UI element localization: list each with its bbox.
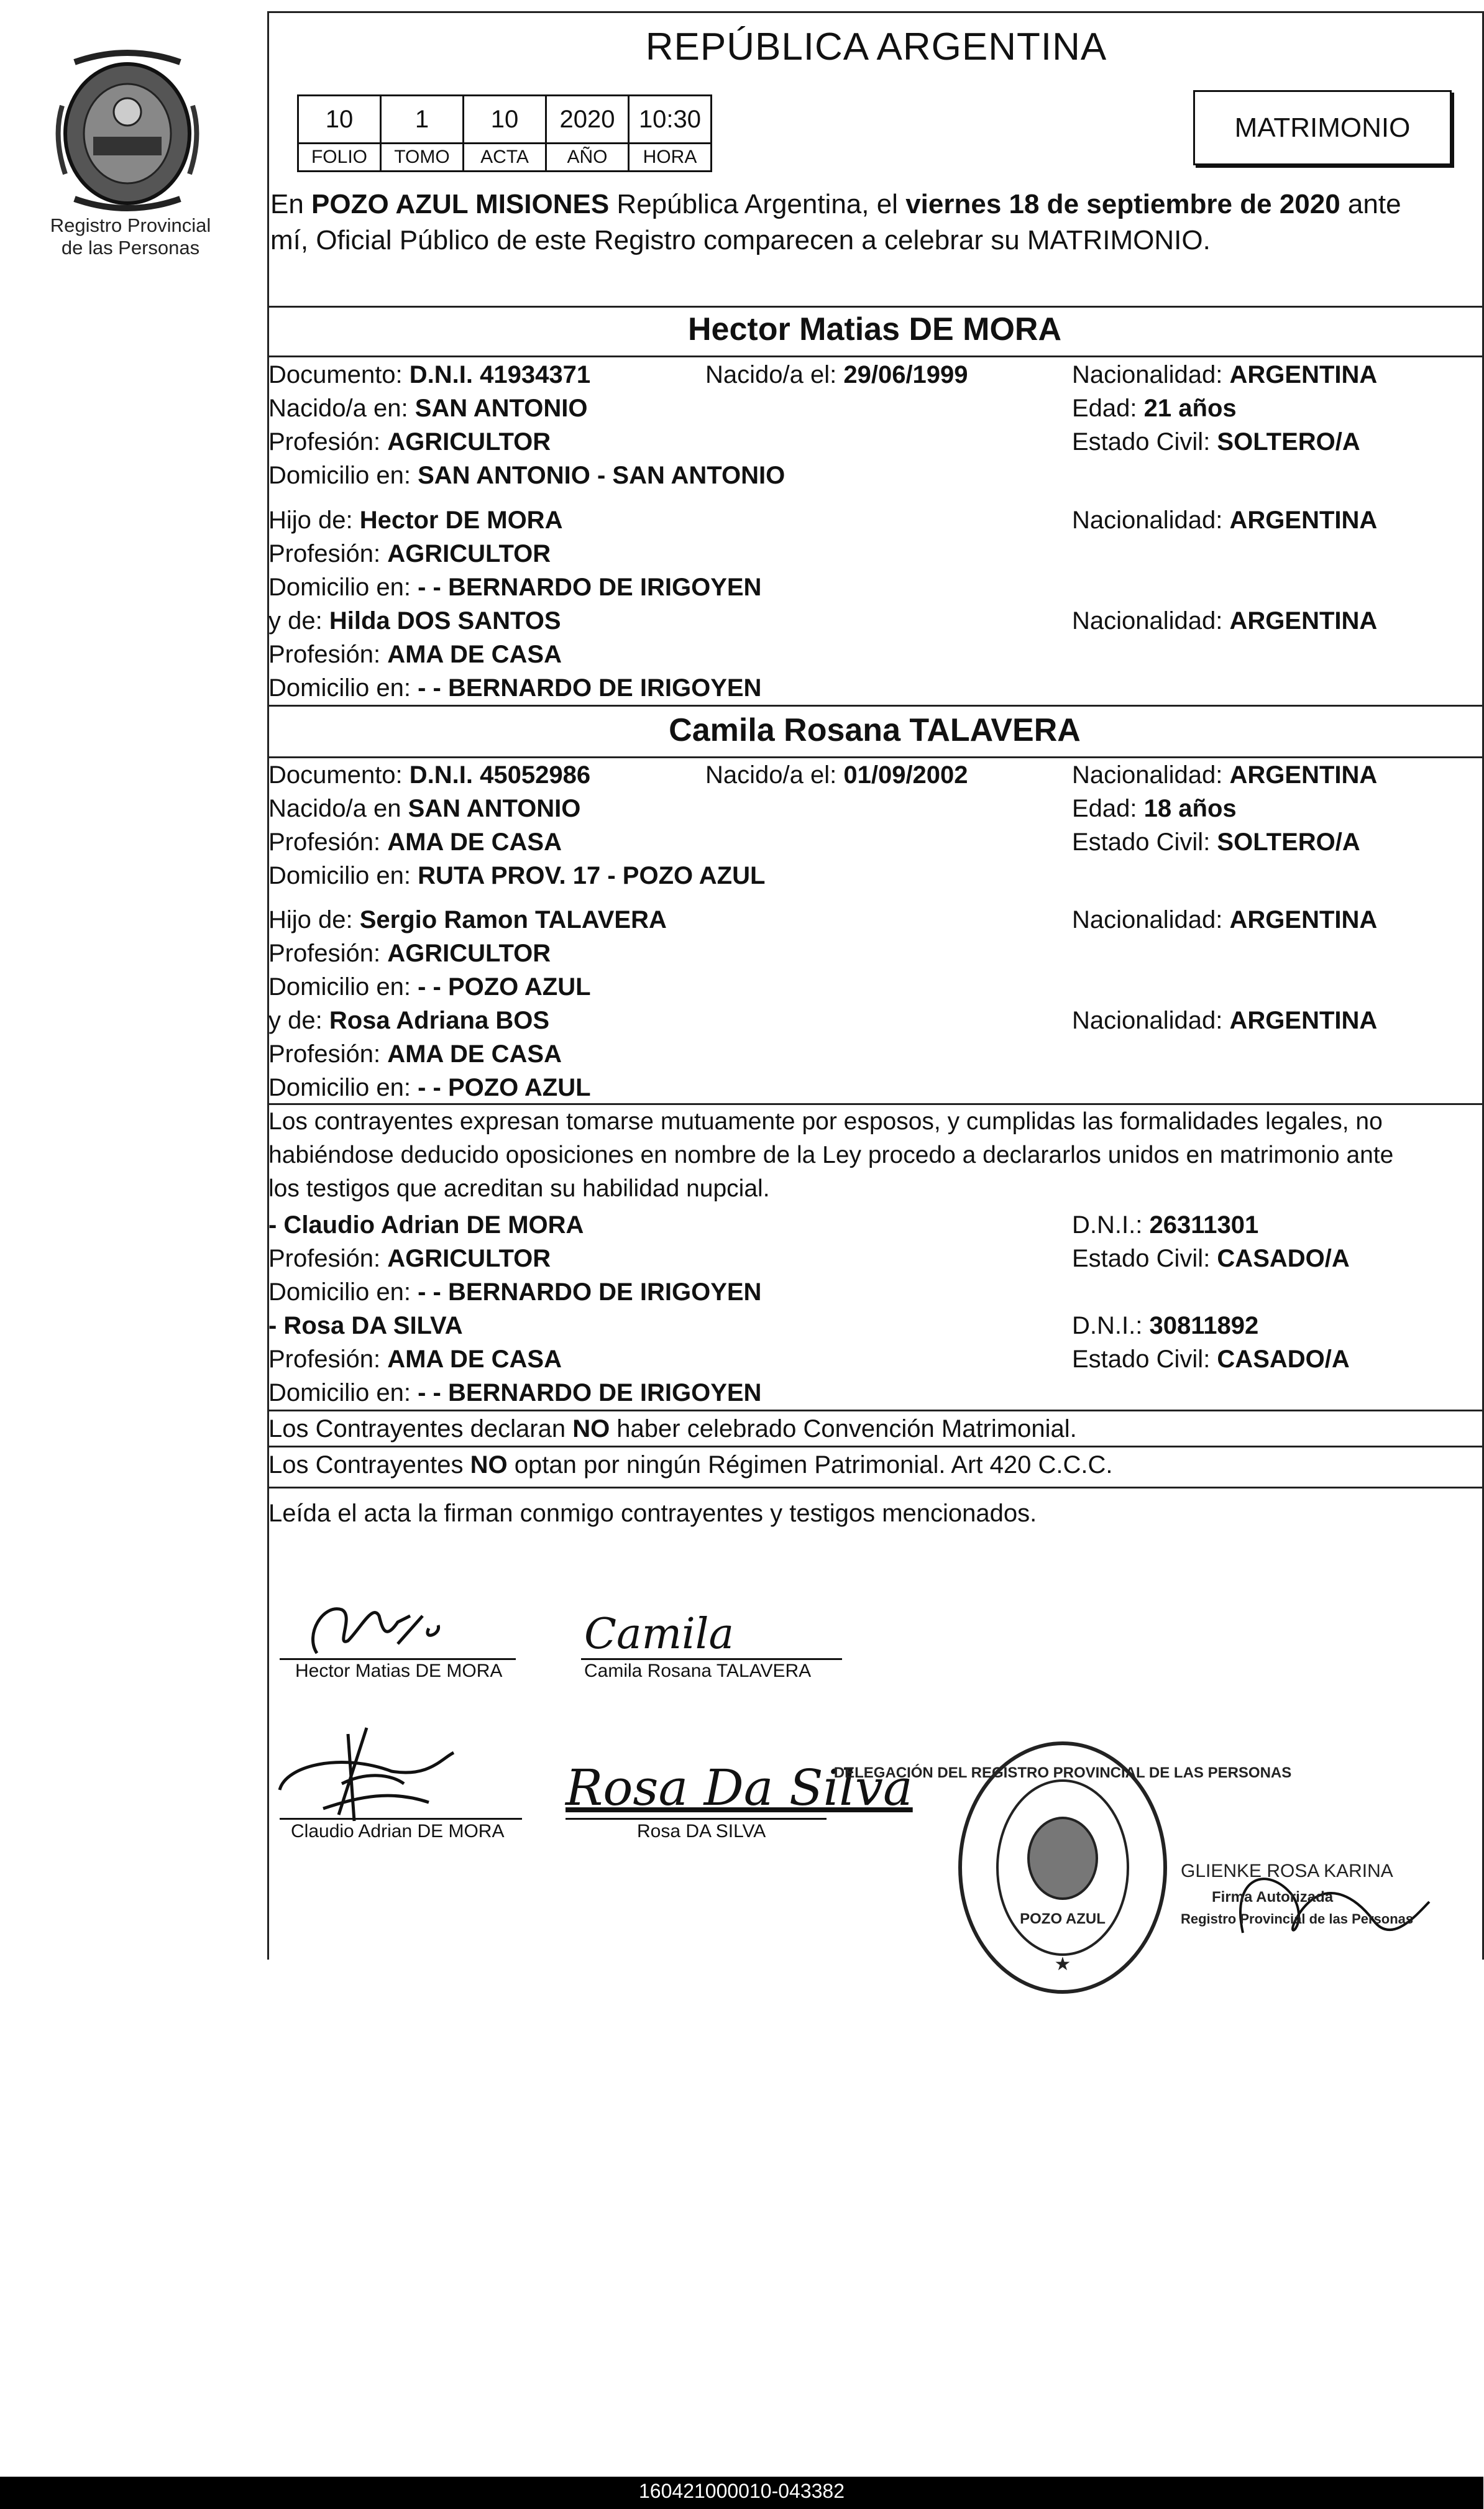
label: Nacido/a en — [268, 795, 408, 822]
value: 30811892 — [1149, 1312, 1259, 1339]
signature-line — [280, 1818, 522, 1820]
witness2-civil-status — [1072, 1344, 1350, 1375]
value: - - BERNARDO DE IRIGOYEN — [418, 1278, 762, 1306]
value: 18 años — [1143, 795, 1237, 822]
divider — [267, 1487, 1482, 1488]
value: SAN ANTONIO — [408, 795, 581, 822]
label: Profesión: — [268, 1040, 388, 1068]
value: D.N.I. 41934371 — [409, 361, 591, 388]
value: Hilda DOS SANTOS — [329, 607, 561, 635]
value: ARGENTINA — [1229, 607, 1378, 635]
label: Estado Civil: — [1072, 428, 1217, 456]
divider — [267, 1446, 1482, 1447]
value: 21 años — [1143, 395, 1237, 422]
logo-caption — [25, 214, 236, 259]
label: Hijo de: — [268, 507, 360, 534]
registry-table — [297, 94, 712, 172]
document-type: MATRIMONIO — [1234, 112, 1411, 143]
spouse1-age — [1072, 393, 1237, 424]
value: SOLTERO/A — [1217, 428, 1360, 456]
label: Domicilio en: — [268, 1074, 418, 1101]
spouse2-birthplace — [268, 793, 580, 824]
spouse2-mother-profession — [268, 1039, 562, 1070]
acta-value: 10 — [464, 96, 546, 144]
value: AMA DE CASA — [387, 1346, 562, 1373]
divider — [267, 306, 1482, 308]
value: CASADO/A — [1217, 1245, 1350, 1272]
spouse2-birthdate — [705, 759, 968, 791]
label: D.N.I.: — [1072, 1312, 1150, 1339]
value: AMA DE CASA — [387, 828, 562, 856]
label: Nacido/a el: — [705, 361, 844, 388]
witness2-profession — [268, 1344, 562, 1375]
label: Nacionalidad: — [1072, 761, 1230, 789]
label: Domicilio en: — [268, 862, 418, 889]
spouse2-father — [268, 904, 667, 935]
anio-value: 2020 — [546, 96, 629, 144]
intro-line2: mí, Oficial Público de este Registro comparecen a celebrar su MATRIMONIO. — [270, 225, 1211, 255]
label: Nacionalidad: — [1072, 906, 1230, 933]
logo-caption-line1: Registro Provincial — [50, 214, 211, 236]
declaration-line2: habiéndose deducido oposiciones en nombre de la Ley procedo a declararlos unidos en matrimonio ante — [268, 1142, 1394, 1168]
spouse1-address — [268, 460, 785, 491]
divider — [267, 756, 1482, 758]
label: Profesión: — [268, 540, 388, 567]
value: - - BERNARDO DE IRIGOYEN — [418, 574, 762, 601]
acta-label: ACTA — [464, 144, 546, 172]
spouse2-profession — [268, 827, 562, 858]
spouse1-name: Hector Matias DE MORA — [688, 311, 1061, 347]
signature-line — [581, 1658, 842, 1660]
value: - Rosa DA SILVA — [268, 1312, 463, 1339]
spouse2-age — [1072, 793, 1237, 824]
witness1-civil-status — [1072, 1243, 1350, 1274]
spouse1-father-nationality — [1072, 505, 1377, 536]
intro-paragraph — [270, 186, 1476, 259]
label: Nacionalidad: — [1072, 507, 1230, 534]
folio-value: 10 — [298, 96, 381, 144]
convention-line1 — [268, 1413, 1077, 1444]
spouse2-mother-address — [268, 1072, 591, 1103]
value: - - POZO AZUL — [418, 973, 591, 1001]
signature-name-rosa: Rosa DA SILVA — [637, 1821, 766, 1842]
spouse1-mother-address — [268, 672, 761, 704]
value: - - POZO AZUL — [418, 1074, 591, 1101]
value: 29/06/1999 — [843, 361, 968, 388]
value: NO — [572, 1415, 610, 1443]
spouse1-father-address — [268, 572, 761, 603]
officer-title: Firma Autorizada — [1212, 1889, 1334, 1906]
label: Nacionalidad: — [1072, 1007, 1230, 1034]
footer-barcode-text: 160421000010-043382 — [639, 2480, 845, 2502]
label: Estado Civil: — [1072, 828, 1217, 856]
intro-date: viernes 18 de septiembre de 2020 — [905, 189, 1340, 219]
convention-line2 — [268, 1449, 1113, 1480]
intro-text: En — [270, 189, 312, 219]
witness1-profession — [268, 1243, 551, 1274]
hora-label: HORA — [629, 144, 712, 172]
spouse2-father-profession — [268, 938, 551, 969]
signature-hector-image — [280, 1591, 516, 1659]
declaration-line1: Los contrayentes expresan tomarse mutuamente por esposos, y cumplidas las formalidades legales, no — [268, 1108, 1383, 1135]
spouse2-name: Camila Rosana TALAVERA — [669, 712, 1081, 748]
witness1-address — [268, 1277, 761, 1308]
declaration-line3: los testigos que acreditan su habilidad nupcial. — [268, 1175, 770, 1202]
spouse1-father-profession — [268, 538, 551, 569]
label: Profesión: — [268, 1245, 388, 1272]
label: Domicilio en: — [268, 973, 418, 1001]
divider — [267, 1410, 1482, 1411]
signature-name-hector: Hector Matias DE MORA — [295, 1661, 503, 1681]
spouse1-profession — [268, 426, 551, 457]
label: Profesión: — [268, 940, 388, 967]
value: AMA DE CASA — [387, 1040, 562, 1068]
value: ARGENTINA — [1229, 906, 1378, 933]
value: Hector DE MORA — [359, 507, 563, 534]
intro-line1 — [270, 186, 1476, 222]
label: Documento: — [268, 361, 410, 388]
folio-label: FOLIO — [298, 144, 381, 172]
label: Domicilio en: — [268, 674, 418, 702]
value: AGRICULTOR — [387, 940, 551, 967]
spouse2-civil-status — [1072, 827, 1360, 858]
value: 26311301 — [1149, 1211, 1259, 1239]
label: y de: — [268, 607, 329, 635]
intro-place: POZO AZUL MISIONES — [311, 189, 610, 219]
value: CASADO/A — [1217, 1346, 1350, 1373]
label: Edad: — [1072, 395, 1144, 422]
spouse2-document — [268, 759, 590, 791]
value: ARGENTINA — [1229, 761, 1378, 789]
value: AMA DE CASA — [387, 641, 562, 668]
text: Los Contrayentes declaran — [268, 1415, 573, 1443]
spouse1-mother-nationality — [1072, 605, 1377, 636]
label: Profesión: — [268, 641, 388, 668]
signature-line — [566, 1818, 827, 1820]
spouse1-mother-profession — [268, 639, 562, 670]
divider — [267, 1103, 1482, 1105]
anio-label: AÑO — [546, 144, 629, 172]
spouse1-birthplace — [268, 393, 588, 424]
spouse1-nationality — [1072, 359, 1377, 390]
spouse2-nationality — [1072, 759, 1377, 791]
witness1-dni — [1072, 1209, 1258, 1241]
tomo-label: TOMO — [381, 144, 464, 172]
value: ARGENTINA — [1229, 361, 1378, 388]
value: SAN ANTONIO — [415, 395, 588, 422]
provincial-registry-logo — [50, 50, 205, 211]
logo-caption-line2: de las Personas — [61, 237, 200, 259]
spouse2-father-nationality — [1072, 904, 1377, 935]
spouse1-document — [268, 359, 590, 390]
value: - - BERNARDO DE IRIGOYEN — [418, 674, 762, 702]
closing-statement: Leída el acta la firman conmigo contrayentes y testigos mencionados. — [268, 1500, 1037, 1527]
text: optan por ningún Régimen Patrimonial. Art 420 C.C.C. — [507, 1451, 1113, 1479]
label: y de: — [268, 1007, 329, 1034]
spouse2-mother-nationality — [1072, 1005, 1377, 1036]
spouse2-mother — [268, 1005, 549, 1036]
value: NO — [470, 1451, 508, 1479]
value: Sergio Ramon TALAVERA — [359, 906, 667, 933]
spouse1-mother — [268, 605, 561, 636]
officer-name: GLIENKE ROSA KARINA — [1181, 1861, 1393, 1881]
spouse1-civil-status — [1072, 426, 1360, 457]
label: D.N.I.: — [1072, 1211, 1150, 1239]
value: Rosa Adriana BOS — [329, 1007, 550, 1034]
officer-stamp — [1168, 1840, 1467, 1964]
hora-value: 10:30 — [629, 96, 712, 144]
label: Estado Civil: — [1072, 1346, 1217, 1373]
label: Nacido/a en: — [268, 395, 415, 422]
value: ARGENTINA — [1229, 507, 1378, 534]
value: AGRICULTOR — [387, 540, 551, 567]
label: Edad: — [1072, 795, 1144, 822]
label: Profesión: — [268, 1346, 388, 1373]
value: - - BERNARDO DE IRIGOYEN — [418, 1379, 762, 1406]
intro-text: República Argentina, el — [609, 189, 906, 219]
value: D.N.I. 45052986 — [409, 761, 591, 789]
signature-name-claudio: Claudio Adrian DE MORA — [291, 1821, 505, 1842]
seal-center-text: POZO AZUL — [1020, 1910, 1106, 1927]
witness1-name — [268, 1209, 584, 1241]
value: RUTA PROV. 17 - POZO AZUL — [418, 862, 766, 889]
spouse1-birthdate — [705, 359, 968, 390]
label: Estado Civil: — [1072, 1245, 1217, 1272]
label: Domicilio en: — [268, 574, 418, 601]
signature-camila-handwriting: Camila — [584, 1610, 735, 1659]
witness2-address — [268, 1377, 761, 1408]
label: Domicilio en: — [268, 462, 418, 489]
document-type-box — [1193, 90, 1452, 165]
tomo-value: 1 — [381, 96, 464, 144]
text: haber celebrado Convención Matrimonial. — [610, 1415, 1077, 1443]
label: Nacido/a el: — [705, 761, 844, 789]
signature-line — [280, 1658, 516, 1660]
value: 01/09/2002 — [843, 761, 968, 789]
value: SAN ANTONIO - SAN ANTONIO — [418, 462, 786, 489]
officer-registry: Registro Provincial de las Personas — [1181, 1911, 1414, 1927]
value: ARGENTINA — [1229, 1007, 1378, 1034]
text: Los Contrayentes — [268, 1451, 470, 1479]
value: AGRICULTOR — [387, 428, 551, 456]
value: - Claudio Adrian DE MORA — [268, 1211, 584, 1239]
witness2-name — [268, 1310, 463, 1341]
label: Profesión: — [268, 828, 388, 856]
signature-name-camila: Camila Rosana TALAVERA — [584, 1661, 812, 1681]
star-icon: ★ — [1054, 1953, 1071, 1975]
spouse2-address — [268, 860, 765, 891]
label: Hijo de: — [268, 906, 360, 933]
signature-rosa-handwriting: Rosa Da Silva — [566, 1759, 913, 1817]
divider — [267, 705, 1482, 707]
witness2-dni — [1072, 1310, 1258, 1341]
label: Domicilio en: — [268, 1278, 418, 1306]
intro-text: ante — [1340, 189, 1401, 219]
label: Domicilio en: — [268, 1379, 418, 1406]
divider — [267, 355, 1482, 357]
value: AGRICULTOR — [387, 1245, 551, 1272]
frame-top-border — [267, 11, 1482, 13]
signature-claudio-image — [267, 1715, 528, 1821]
label: Profesión: — [268, 428, 388, 456]
value: SOLTERO/A — [1217, 828, 1360, 856]
label: Nacionalidad: — [1072, 607, 1230, 635]
seal-ring-text: DELEGACIÓN DEL REGISTRO PROVINCIAL DE LAS PERSONAS — [833, 1764, 1292, 1781]
label: Documento: — [268, 761, 410, 789]
label: Nacionalidad: — [1072, 361, 1230, 388]
spouse1-father — [268, 505, 562, 536]
document-title: REPÚBLICA ARGENTINA — [645, 25, 1107, 68]
spouse2-father-address — [268, 971, 591, 1002]
